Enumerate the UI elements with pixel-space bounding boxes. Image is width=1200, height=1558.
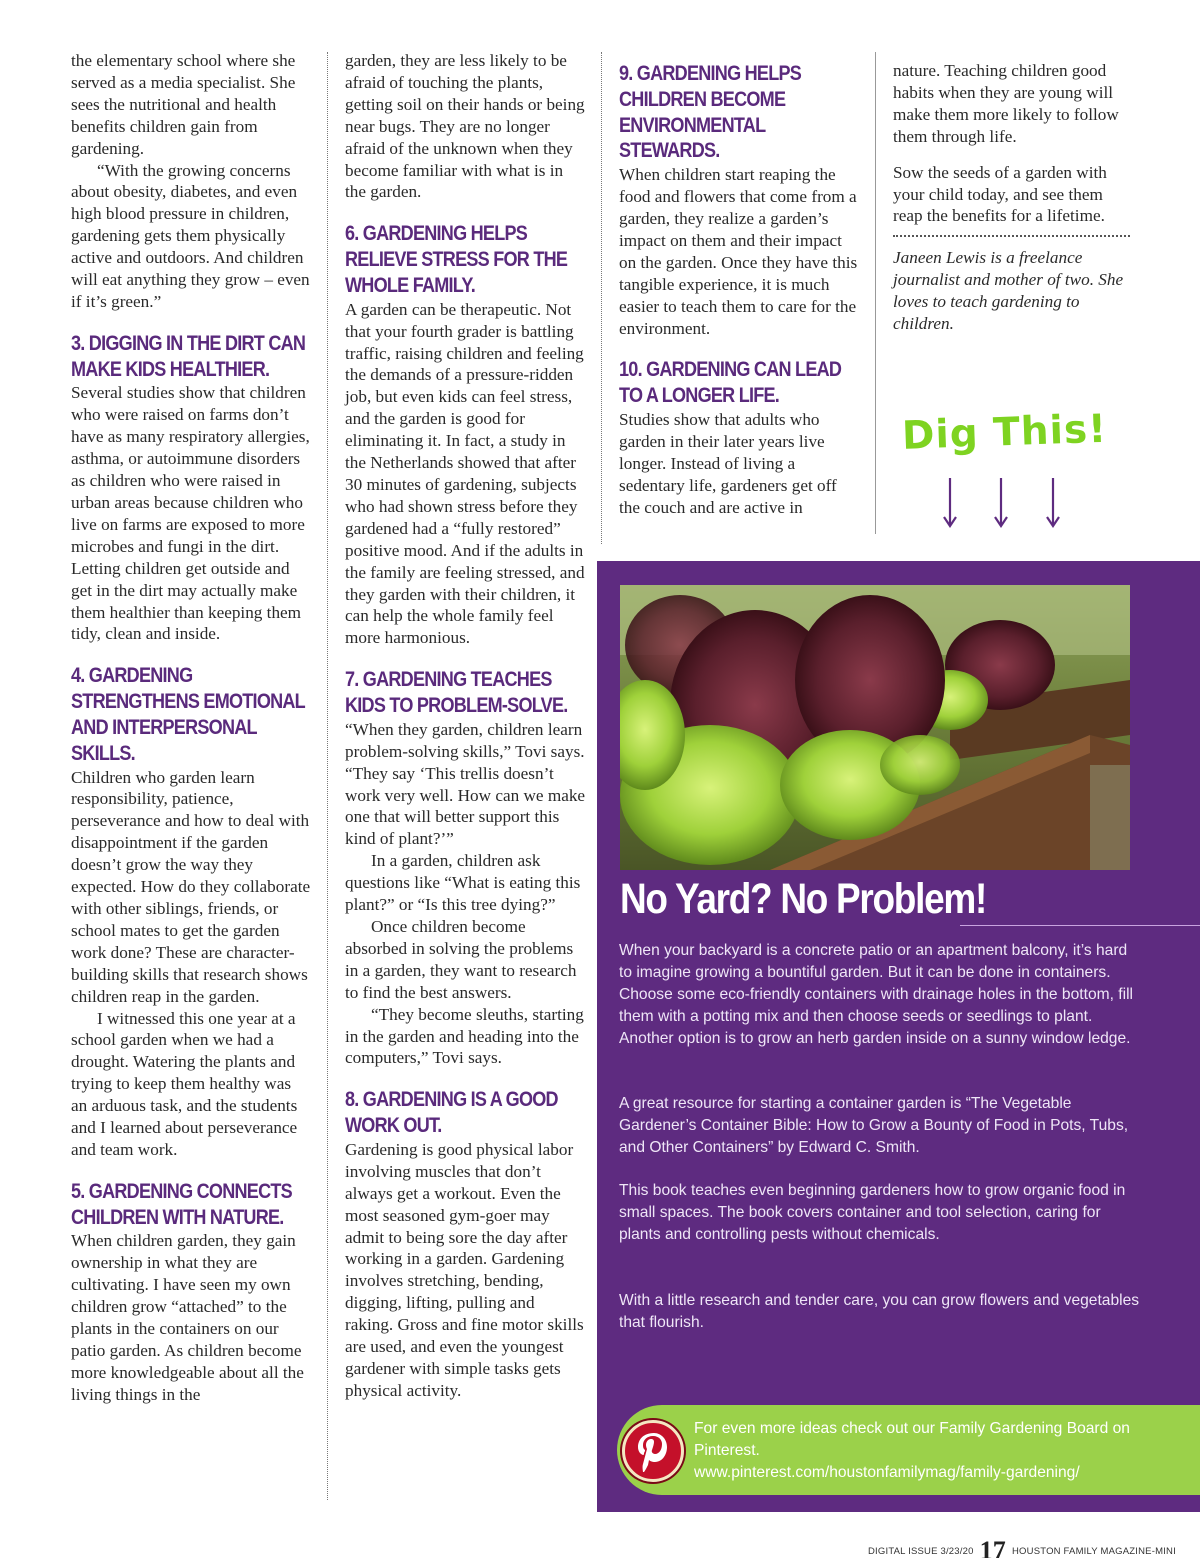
sidebar-paragraph: This book teaches even beginning gardeners how to grow organic food in small spaces. The book covers container and tool selection, caring for plants and controlling pests without chemicals.: [619, 1182, 1126, 1243]
article-column-4: [893, 60, 1129, 335]
sidebar-paragraph: With a little research and tender care, you can grow flowers and vegetables that flourish.: [619, 1292, 1140, 1331]
body-paragraph: “When they garden, children learn problem-solving skills,” Tovi says. “They say ‘This trellis doesn’t work very well. How can we make one that will better support this kind of plant?’”: [345, 719, 586, 849]
dig-this-title: Dig This!: [901, 406, 1108, 459]
author-byline: Janeen Lewis is a freelance journalist and mother of two. She loves to teach gardening to children.: [893, 248, 1124, 334]
issue-date: DIGITAL ISSUE 3/23/20: [868, 1545, 974, 1557]
page-footer: [868, 1536, 1176, 1558]
article-column-3: [619, 61, 859, 519]
arrow-down-icon: [994, 478, 1008, 528]
section-heading-8: 8. GARDENING IS A GOOD WORK OUT.: [345, 1087, 558, 1138]
body-paragraph: Gardening is good physical labor involving muscles that don’t always get a workout. Even the most seasoned gym-goer may admit to being sore the day after working in a garden. Gardening involves stretching, bending, digging, lifting, pulling and raking. Gross and fine motor skills are used, and even the youngest gardener with simple tasks gets physical activity.: [345, 1139, 584, 1400]
body-paragraph: I witnessed this one year at a school garden when we had a drought. Watering the plants and trying to keep them healthy was an arduous task, and the students and I learned about perseverance and team work.: [71, 1008, 298, 1159]
sidebar-paragraph: A great resource for starting a container garden is “The Vegetable Gardener’s Container Bible: How to Grow a Bounty of Food in Pots, Tubs, and Other Containers” by Edward C. Smith.: [619, 1095, 1129, 1156]
body-paragraph: “With the growing concerns about obesity, diabetes, and even high blood pressure in children, gardening gets them physically active and outdoors. And children will eat anything they grow – even if it’s green.”: [71, 160, 310, 311]
pinterest-icon[interactable]: [622, 1420, 684, 1482]
body-paragraph: the elementary school where she served as a media specialist. She sees the nutritional and health benefits children gain from gardening.: [71, 51, 296, 158]
sidebar-heading: No Yard? No Problem!: [620, 875, 986, 923]
body-paragraph: When children garden, they gain ownership in what they are cultivating. I have seen my own children grow “attached” to the plants in the containers on our patio garden. As children become more knowledgeable about all the living things in the: [71, 1231, 304, 1404]
section-heading-3: 3. DIGGING IN THE DIRT CAN MAKE KIDS HEALTHIER.: [71, 330, 306, 381]
section-heading-5: 5. GARDENING CONNECTS CHILDREN WITH NATURE.: [71, 1178, 292, 1229]
page-number: 17: [979, 1536, 1006, 1558]
arrow-down-icon: [943, 478, 957, 528]
column-divider: [601, 52, 602, 544]
body-paragraph: Once children become absorbed in solving the problems in a garden, they want to research to find the best answers.: [345, 916, 577, 1002]
pinterest-promo: For even more ideas check out our Family Gardening Board on Pinterest.: [694, 1420, 1130, 1459]
body-paragraph: A garden can be therapeutic. Not that your fourth grader is battling traffic, raising children and feeling the demands of a pressure-ridden job, but even kids can feel stress, and the garden is good for eliminating it. In fact, a study in the Netherlands showed that after 30 minutes of gardening, subjects who had shown stress before they gardened had a “fully restored” positive mood. And if the adults in the family are feeling stressed, and they garden with their children, it can help the whole family feel more harmonious.: [345, 299, 585, 648]
body-paragraph: “They become sleuths, starting in the garden and heading into the computers,” Tovi says.: [345, 1004, 584, 1068]
column-divider: [875, 52, 876, 534]
body-paragraph: Children who garden learn responsibility, patience, perseverance and how to deal with disappointment if the garden doesn’t grow the way they expected. How do they collaborate with other siblings, friends, or school mates to get the garden work done? These are character-building skills that research shows children reap in the garden.: [71, 767, 311, 1006]
pinterest-link[interactable]: www.pinterest.com/houstonfamilymag/family-gardening/: [694, 1463, 1080, 1481]
body-paragraph: Several studies show that children who were raised on farms don’t have as many respiratory allergies, asthma, or autoimmune disorders as children who were raised in urban areas because children who live on farms are exposed to more microbes and fungi in the dirt. Letting children get outside and get in the dirt may actually make them healthier than keeping them tidy, clean and inside.: [71, 383, 310, 644]
section-heading-6: 6. GARDENING HELPS RELIEVE STRESS FOR THE WHOLE FAMILY.: [345, 221, 568, 297]
article-column-1: [71, 50, 311, 1406]
body-paragraph: Studies show that adults who garden in their later years live longer. Instead of living a sedentary life, gardeners get off the couch and are active in: [619, 410, 837, 517]
pinterest-text: [694, 1418, 1154, 1484]
body-paragraph: In a garden, children ask questions like “What is eating this plant?” or “Is this tree dying?”: [345, 851, 581, 915]
arrow-down-icon: [1046, 478, 1060, 528]
body-paragraph: nature. Teaching children good habits when they are young will make them more likely to follow them through life.: [893, 61, 1119, 146]
article-column-2: [345, 50, 587, 1402]
body-paragraph: garden, they are less likely to be afraid of touching the plants, getting soil on their hands or being near bugs. They are no longer afraid of the unknown when they become familiar with what is in the garden.: [345, 51, 585, 202]
body-paragraph: When children start reaping the food and flowers that come from a garden, they realize a garden’s impact on them and their impact on the garden. Once they have this tangible experience, it is much easier to teach them to care for the environment.: [619, 165, 858, 338]
body-paragraph: Sow the seeds of a garden with your child today, and see them reap the benefits for a lifetime.: [893, 162, 1107, 226]
sidebar-paragraph: When your backyard is a concrete patio or an apartment balcony, it’s hard to imagine growing a bountiful garden. But it can be done in containers. Choose some eco-friendly containers with drainage holes in the bottom, fill them with a potting mix and then choose seeds or seedlings to plant. Another option is to grow an herb garden inside on a sunny window ledge.: [619, 942, 1133, 1047]
dotted-separator: [893, 235, 1130, 237]
section-heading-10: 10. GARDENING CAN LEAD TO A LONGER LIFE.: [619, 357, 842, 408]
section-heading-4: 4. GARDENING STRENGTHENS EMOTIONAL AND INTERPERSONAL SKILLS.: [71, 663, 305, 765]
publication-name: HOUSTON FAMILY MAGAZINE-MINI: [1011, 1545, 1176, 1557]
section-heading-9: 9. GARDENING HELPS CHILDREN BECOME ENVIRONMENTAL STEWARDS.: [619, 61, 802, 163]
heading-rule: [960, 925, 1200, 926]
section-heading-7: 7. GARDENING TEACHES KIDS TO PROBLEM-SOLVE.: [345, 667, 568, 718]
column-divider: [327, 52, 328, 1500]
lettuce-raised-bed-photo: [620, 585, 1130, 870]
